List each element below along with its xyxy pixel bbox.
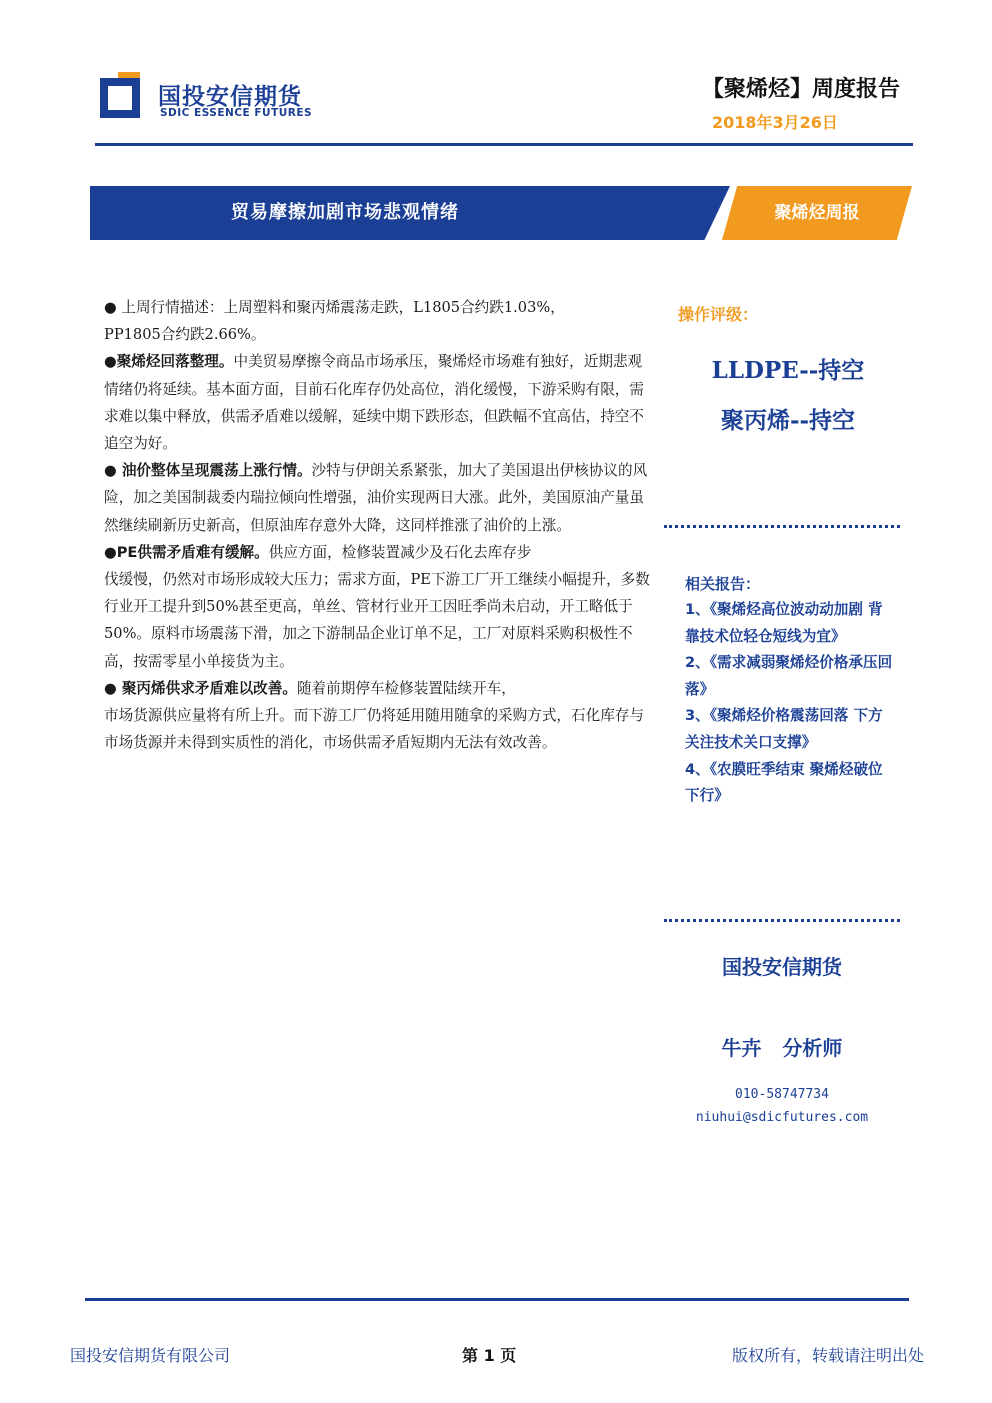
- report-type: 【聚烯烃】周度报告: [701, 77, 900, 102]
- related-reports-list: [685, 597, 895, 810]
- paragraph-body: 供应方面，检修装置减少及石化去库存步 伐缓慢，仍然对市场形成较大压力；需求方面，PE下游工厂开工继续小幅提升，多数行业开工提升到50%甚至更高，单丝、管材行业开工因旺季尚未启动，开工略低于50%。原料市场震荡下滑，加之下游制品企业订单不足，工厂对原料采购积极性不高，按需零星小单接货为主。: [104, 543, 650, 670]
- sidebar-divider: [664, 919, 900, 922]
- logo-cn-text: 国投安信期货: [158, 84, 302, 110]
- paragraph-pe: [104, 539, 650, 675]
- paragraph-heading: ●聚烯烃回落整理。: [104, 353, 234, 371]
- rating-lldpe: LLDPE--持空: [711, 357, 865, 384]
- footer-company: 国投安信期货有限公司: [70, 1346, 231, 1365]
- rating-pp: 聚丙烯--持空: [720, 407, 856, 434]
- analyst-phone: 010-58747734: [735, 1087, 829, 1102]
- sidebar-divider: [664, 525, 900, 528]
- paragraph-polyolefin: [104, 348, 650, 457]
- related-report-item[interactable]: 4、《农膜旺季结束 聚烯烃破位下行》: [685, 760, 883, 805]
- related-report-item[interactable]: 2、《需求减弱聚烯烃价格承压回落》: [685, 654, 893, 698]
- page-number: 第 1 页: [462, 1346, 517, 1365]
- analyst-name: 牛卉 分析师: [721, 1036, 843, 1060]
- main-content: [104, 294, 650, 756]
- analyst-email[interactable]: niuhui@sdicfutures.com: [695, 1110, 869, 1125]
- footer-copyright: 版权所有，转载请注明出处: [731, 1346, 924, 1365]
- company-logo-mark: [100, 72, 148, 120]
- paragraph-heading: ●PE供需矛盾难有缓解。: [104, 543, 269, 561]
- rating-label: 操作评级：: [678, 305, 759, 324]
- report-tag: 聚烯烃周报: [774, 203, 860, 223]
- paragraph-oil-price: [104, 457, 650, 539]
- logo-en-text: SDIC ESSENCE FUTURES: [160, 107, 313, 119]
- paragraph-pp: [104, 675, 650, 757]
- paragraph-market-review: ● 上周行情描述：上周塑料和聚丙烯震荡走跌，L1805合约跌1.03%， PP1805合约跌2.66%。: [104, 299, 565, 344]
- report-title: 贸易摩擦加剧市场悲观情绪: [231, 202, 459, 223]
- paragraph-body: 随着前期停车检修装置陆续开车， 市场货源供应量将有所上升。而下游工厂仍将延用随用随拿的采购方式，石化库存与市场货源并未得到实质性的消化，市场供需矛盾短期内无法有效改善。: [104, 679, 644, 752]
- related-report-item[interactable]: 1、《聚烯烃高位波动动加剧 背靠技术位轻仓短线为宜》: [685, 601, 883, 645]
- footer-divider: [85, 1298, 909, 1301]
- related-report-item[interactable]: 3、《聚烯烃价格震荡回落 下方关注技术关口支撑》: [685, 707, 883, 751]
- sidebar-company: 国投安信期货: [722, 955, 842, 979]
- related-reports-title: 相关报告：: [685, 575, 761, 593]
- header-divider: [95, 143, 913, 146]
- paragraph-heading: ● 油价整体呈现震荡上涨行情。: [104, 462, 312, 480]
- paragraph-heading: ● 聚丙烯供求矛盾难以改善。: [104, 679, 297, 697]
- paragraph-body: 中美贸易摩擦令商品市场承压，聚烯烃市场难有独好，近期悲观情绪仍将延续。基本面方面，目前石化库存仍处高位，消化缓慢，下游采购有限，需求难以集中释放，供需矛盾难以缓解，延续中期下跌形态，但跌幅不宜高估，持空不追空为好。: [104, 353, 644, 453]
- paragraph-body: 沙特与伊朗关系紧张，加大了美国退出伊核协议的风险，加之美国制裁委内瑞拉倾向性增强，油价实现两日大涨。此外，美国原油产量虽然继续刷新历史新高，但原油库存意外大降，这同样推涨了油价的上涨。: [104, 462, 648, 534]
- report-date: 2018年3月26日: [712, 113, 838, 132]
